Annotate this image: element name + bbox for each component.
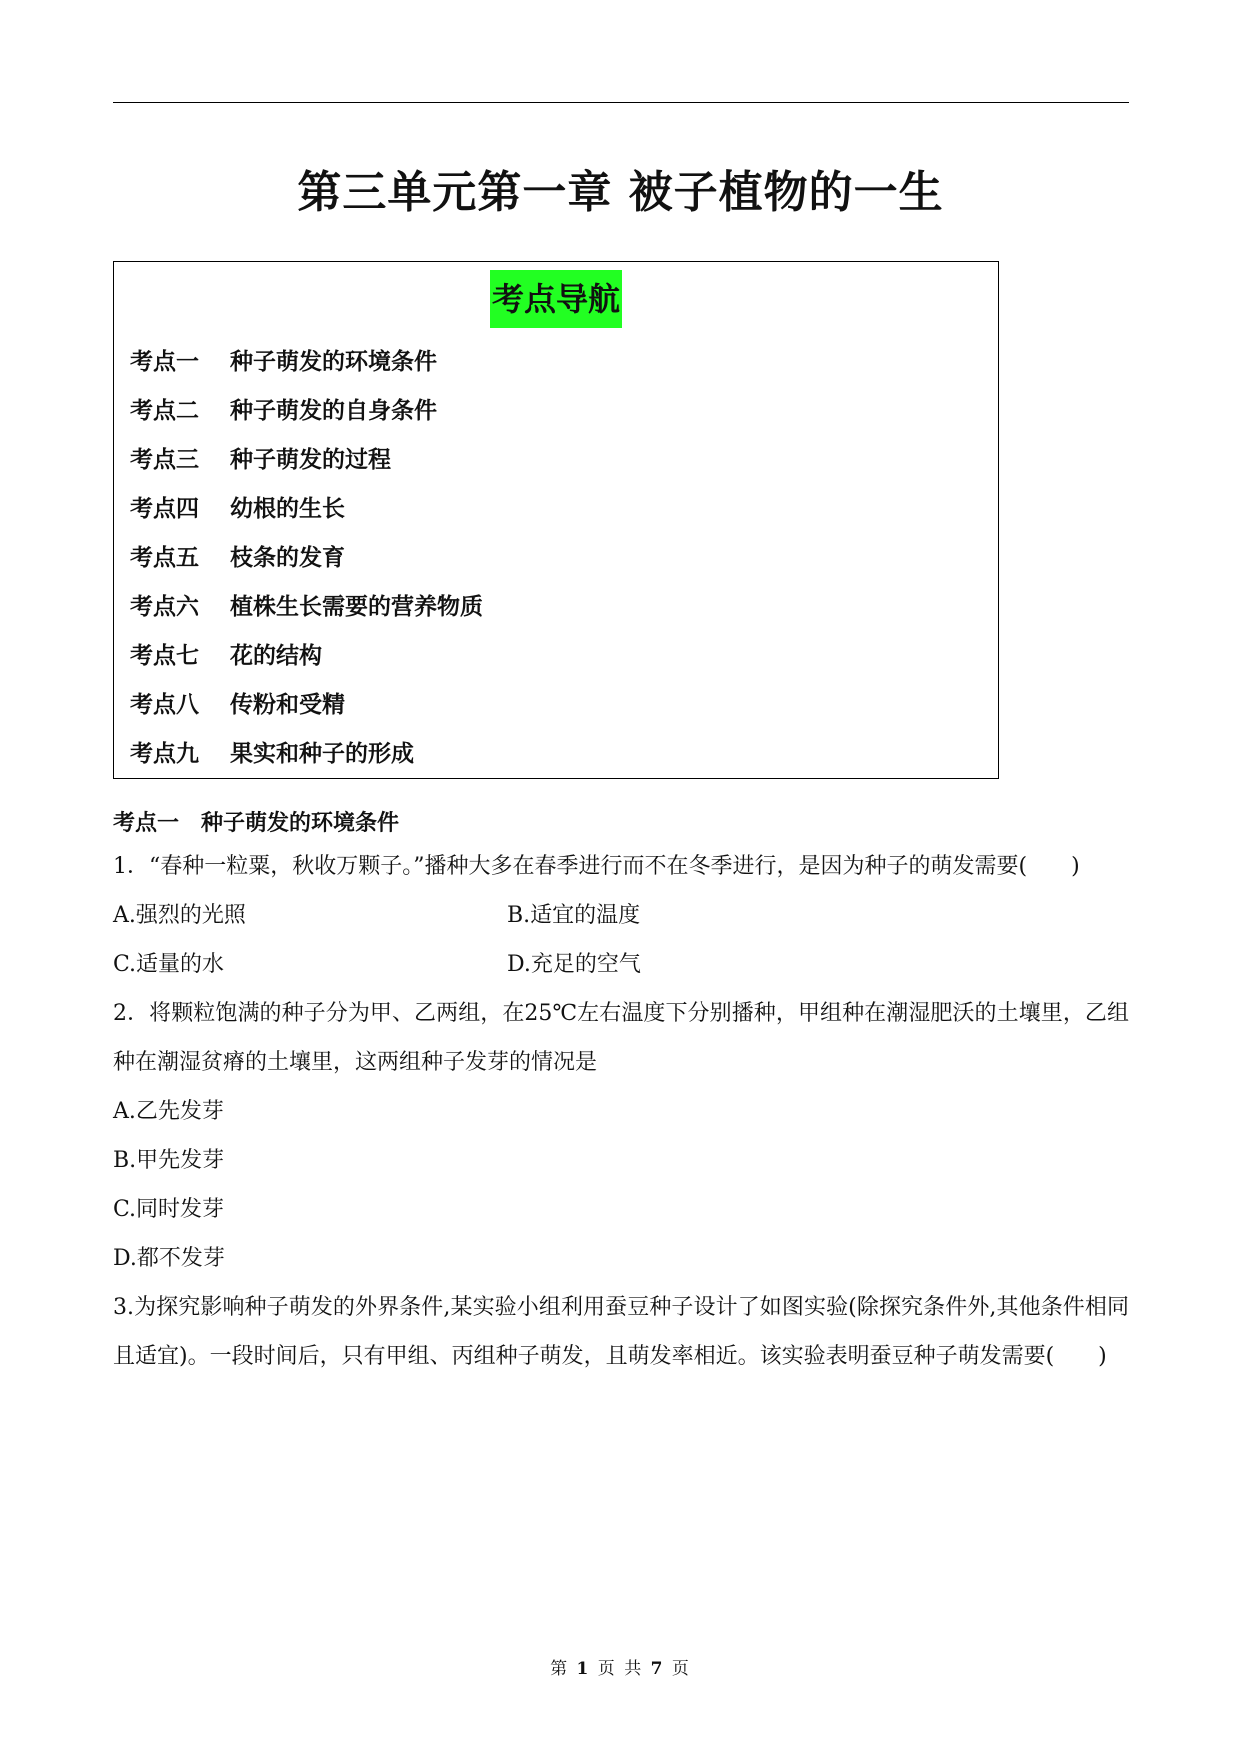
- page-number: 1: [576, 1659, 591, 1679]
- nav-item: 考点三 种子萌发的过程: [130, 447, 391, 473]
- nav-item: 考点二 种子萌发的自身条件: [130, 398, 437, 424]
- option: C.同时发芽: [113, 1197, 225, 1222]
- nav-item: 考点一 种子萌发的环境条件: [130, 349, 437, 375]
- nav-item: 考点四 幼根的生长: [130, 496, 345, 522]
- section-heading: 考点一 种子萌发的环境条件: [113, 811, 400, 836]
- option: D.充足的空气: [507, 952, 641, 977]
- option: C.适量的水: [113, 952, 225, 977]
- page-total: 7: [650, 1659, 665, 1679]
- question-3-text: 3.为探究影响种子萌发的外界条件,某实验小组利用蚕豆种子设计了如图实验(除探究条件外,其他条件相同且适宜)。一段时间后，只有甲组、丙组种子萌发，且萌发率相近。该实验表明蚕豆种子萌发需要( ): [113, 1295, 1129, 1369]
- option: D.都不发芽: [113, 1246, 225, 1271]
- question-1-options: [113, 940, 1129, 989]
- nav-item: 考点六 植株生长需要的营养物质: [130, 594, 483, 620]
- option: B.甲先发芽: [113, 1148, 225, 1173]
- option: B.适宜的温度: [507, 903, 641, 928]
- nav-item: 考点五 枝条的发育: [130, 545, 345, 571]
- question-1-options: [113, 891, 1129, 940]
- nav-heading: 考点导航: [490, 270, 622, 328]
- nav-list: [130, 338, 483, 779]
- option: A.强烈的光照: [113, 903, 246, 928]
- question-1-text: 1．“春种一粒粟，秋收万颗子。”播种大多在春季进行而不在冬季进行，是因为种子的萌发需要( ): [113, 854, 1080, 879]
- nav-item: 考点八 传粉和受精: [130, 692, 345, 718]
- question-2-text: 2．将颗粒饱满的种子分为甲、乙两组，在25℃左右温度下分别播种，甲组种在潮湿肥沃的土壤里，乙组种在潮湿贫瘠的土壤里，这两组种子发芽的情况是: [113, 1001, 1129, 1075]
- header-rule: [113, 102, 1129, 103]
- section-content: [113, 806, 1129, 1381]
- option: A.乙先发芽: [113, 1099, 224, 1124]
- page-title: 第三单元第一章 被子植物的一生: [297, 167, 944, 218]
- page-footer: 第 1 页 共 7 页: [550, 1659, 691, 1679]
- nav-item: 考点七 花的结构: [130, 643, 322, 669]
- topic-navigation-box: [113, 261, 999, 779]
- nav-item: 考点九 果实和种子的形成: [130, 741, 414, 767]
